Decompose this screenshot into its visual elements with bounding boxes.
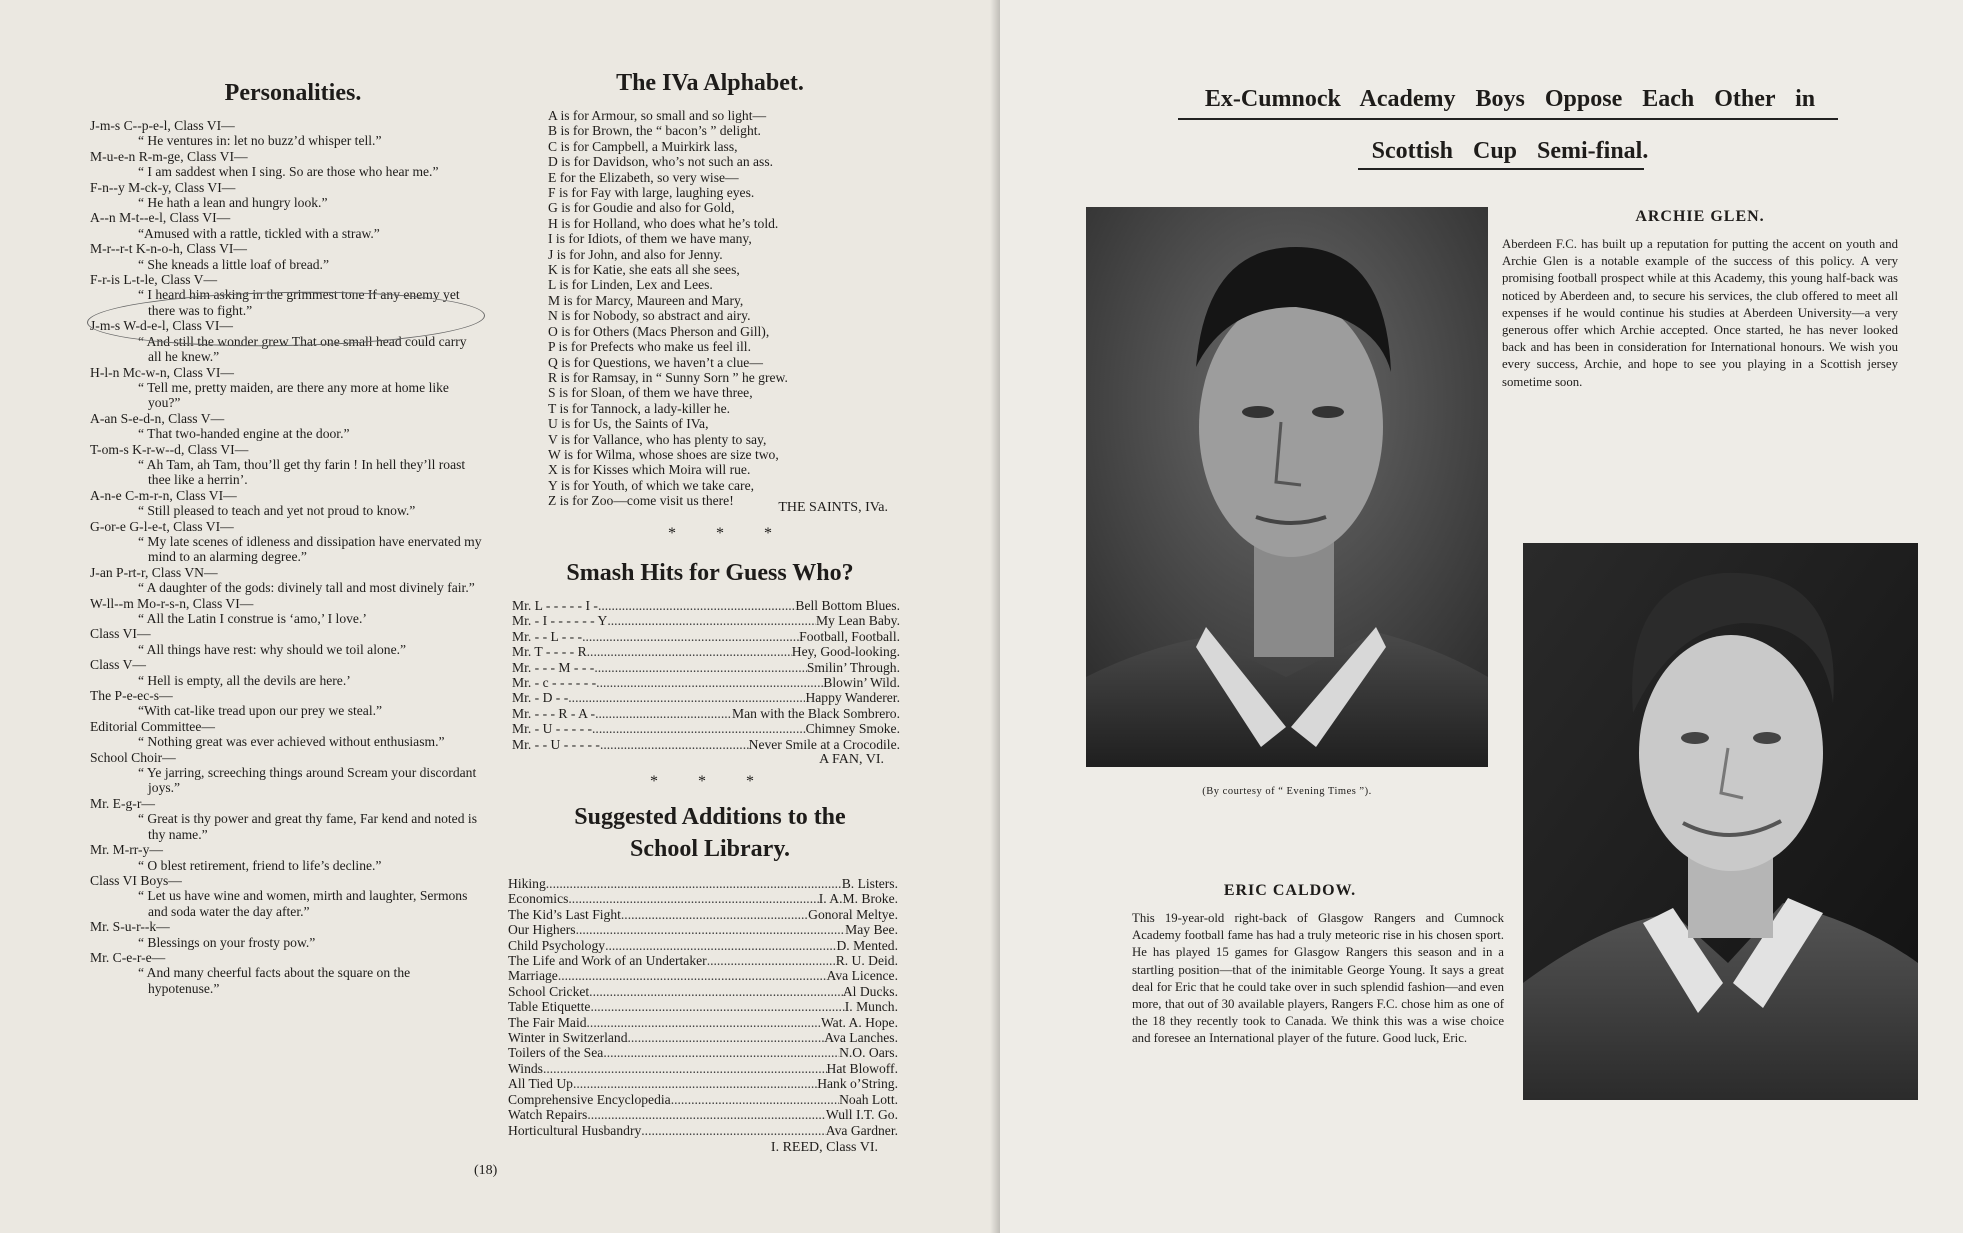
alphabet-list [548, 108, 910, 509]
library-book-row [508, 1076, 898, 1091]
smash-hit-person: Mr. T - - - - R [512, 644, 587, 660]
smash-hit-song: Smilin’ Through. [806, 659, 900, 675]
dot-leader [543, 1061, 827, 1076]
archie-glen-name: ARCHIE GLEN. [1635, 208, 1765, 225]
personality-name: Class VI Boys— [90, 872, 182, 888]
alphabet-line: F is for Fay with large, laughing eyes. [548, 185, 755, 201]
personality-name: The P-e-ec-s— [90, 688, 173, 704]
library-book-author: I. A.M. Broke. [818, 891, 898, 907]
library-book-row [508, 1107, 898, 1122]
smash-hit-person: Mr. - U - - - - - [512, 721, 593, 737]
personality-name: School Choir— [90, 749, 176, 765]
personality-entry [90, 950, 482, 996]
library-book-author: Ava Lanches. [824, 1030, 898, 1046]
title-underline-1 [1178, 118, 1838, 120]
library-book-row [508, 891, 898, 906]
smash-hit-song: Never Smile at a Crocodile. [748, 736, 900, 752]
library-book-title: The Kid’s Last Fight [508, 906, 621, 922]
smash-hit-row [512, 721, 900, 736]
dot-leader [592, 721, 806, 736]
personality-quote: “ My late scenes of idleness and dissipation have enervated my mind to an alarming degree.” [138, 533, 482, 565]
personality-entry [90, 519, 482, 565]
library-book-title: Watch Repairs [508, 1107, 588, 1123]
personality-quote: “ I am saddest when I sing. So are those who hear me.” [138, 164, 439, 180]
library-book-title: Winter in Switzerland [508, 1030, 628, 1046]
dot-leader [546, 876, 842, 891]
alphabet-line: O is for Others (Macs Pherson and Gill), [548, 323, 770, 339]
personality-quote: “ And still the wonder grew That one small head could carry all he knew.” [138, 333, 467, 365]
library-signature: I. REED, Class VI. [770, 1140, 878, 1155]
library-book-author: B. Listers. [841, 876, 898, 891]
personality-name: Mr. C-e-r-e— [90, 949, 166, 965]
dot-leader [582, 629, 799, 644]
personality-name: W-ll--m Mo-r-s-n, Class VI— [90, 595, 254, 611]
personality-entry [90, 796, 482, 842]
alphabet-line: Y is for Youth, of which we take care, [548, 477, 754, 493]
personality-entry [90, 565, 482, 596]
library-book-title: Marriage [508, 968, 558, 984]
dot-leader [589, 984, 843, 999]
page-number: (18) [474, 1163, 498, 1178]
smash-hit-row [512, 644, 900, 659]
personality-entry [90, 210, 482, 241]
library-book-title: School Cricket [508, 983, 590, 999]
library-book-author: D. Mented. [836, 937, 898, 953]
alphabet-line: W is for Wilma, whose shoes are size two, [548, 446, 779, 462]
library-book-row [508, 1092, 898, 1107]
library-book-title: All Tied Up [508, 1076, 573, 1092]
personality-entry [90, 365, 482, 411]
personality-name: G-or-e G-l-e-t, Class VI— [90, 518, 234, 534]
personality-name: M-r--r-t K-n-o-h, Class VI— [90, 241, 248, 257]
library-book-row [508, 1123, 898, 1138]
eric-caldow-bio: This 19-year-old right-back of Glasgow Rangers and Cumnock Academy football fame has had a truly meteoric rise in his chosen sport. He has played 15 games for Glasgow Rangers this season and in a startling position—that of the inimitable George Young. It says a great deal for Eric that he could take over in such splendid fashion—and even more, that out of 30 available players, Rangers F.C. chose him as one of the 18 they recently took to Canada. We think this was a wise choice and foresee an International player of the future. Good luck, Eric. [1132, 911, 1504, 1046]
personality-quote: “ Ah Tam, ah Tam, thou’ll get thy farin ! In hell they’ll roast thee like a herrin’. [138, 456, 466, 488]
stars-divider-1: * * * [668, 525, 790, 542]
personality-name: H-l-n Mc-w-n, Class VI— [90, 364, 234, 380]
library-book-title: Horticultural Husbandry [508, 1122, 642, 1138]
smash-hit-person: Mr. - D - - [512, 690, 569, 706]
personality-quote: “Amused with a rattle, tickled with a straw.” [138, 225, 380, 241]
library-book-title: The Fair Maid [508, 1014, 587, 1030]
personality-quote: “ He ventures in: let no buzz’d whisper tell.” [138, 133, 382, 149]
personality-entry [90, 596, 482, 627]
smash-hit-row [512, 660, 900, 675]
smash-hit-person: Mr. - I - - - - - - Y [512, 613, 608, 629]
personality-entry [90, 873, 482, 919]
dot-leader [587, 1107, 826, 1122]
alphabet-line: L is for Linden, Lex and Lees. [548, 277, 713, 293]
alphabet-line: Z is for Zoo—come visit us there! [548, 493, 734, 509]
alphabet-line: A is for Armour, so small and so light— [548, 108, 767, 123]
personality-name: A--n M-t--e-l, Class VI— [90, 210, 231, 226]
library-book-author: Gonoral Meltye. [808, 906, 898, 922]
smash-hit-song: Football, Football. [799, 628, 900, 644]
dot-leader [594, 660, 807, 675]
personality-name: J-m-s W-d-e-l, Class VI— [90, 318, 233, 334]
alphabet-line: R is for Ramsay, in “ Sunny Sorn ” he grew. [548, 369, 788, 385]
personality-entry [90, 919, 482, 950]
personality-entry [90, 750, 482, 796]
personality-name: Editorial Committee— [90, 718, 215, 734]
archie-photo-caption: (By courtesy of “ Evening Times ”). [1202, 786, 1372, 797]
personality-entry [90, 719, 482, 750]
personality-entry [90, 488, 482, 519]
personality-entry [90, 442, 482, 488]
alphabet-line: D is for Davidson, who’s not such an ass. [548, 154, 774, 170]
library-book-author: May Bee. [845, 922, 898, 938]
smash-hit-song: Man with the Black Sombrero. [731, 705, 900, 721]
alphabet-line: M is for Marcy, Maureen and Mary, [548, 292, 744, 308]
archie-glen-portrait-image [1086, 207, 1488, 767]
dot-leader [596, 675, 823, 690]
dot-leader [568, 690, 805, 705]
dot-leader [587, 1015, 821, 1030]
library-book-author: I. Munch. [844, 999, 898, 1015]
library-book-row [508, 1045, 898, 1060]
personality-entry [90, 626, 482, 657]
dot-leader [603, 1045, 839, 1060]
library-book-title: Economics [508, 891, 569, 907]
library-book-author: R. U. Deid. [835, 953, 898, 969]
dot-leader [558, 968, 827, 983]
personality-quote: “ I heard him asking in the grimmest tone If any enemy yet there was to fight.” [138, 287, 460, 318]
smash-hit-song: Happy Wanderer. [805, 690, 900, 706]
personality-name: J-an P-rt-r, Class VN— [90, 564, 218, 580]
library-book-row [508, 1061, 898, 1076]
alphabet-line: I is for Idiots, of them we have many, [548, 231, 752, 247]
smash-hit-person: Mr. - - - R - A - [512, 705, 596, 721]
personalities-list [90, 118, 482, 996]
smash-hit-song: Hey, Good-looking. [791, 644, 900, 660]
alphabet-line: N is for Nobody, so abstract and airy. [548, 308, 751, 324]
personality-entry [90, 241, 482, 272]
personality-quote: “ Still pleased to teach and yet not proud to know.” [138, 503, 416, 519]
library-book-author: Wat. A. Hope. [820, 1014, 898, 1030]
dot-leader [600, 737, 749, 752]
dot-leader [671, 1092, 839, 1107]
library-book-title: Hiking [508, 876, 546, 891]
dot-leader [641, 1123, 826, 1138]
library-book-row [508, 922, 898, 937]
smash-hit-row [512, 629, 900, 644]
library-book-author: Hat Blowoff. [826, 1060, 898, 1076]
personality-quote: “ Let us have wine and women, mirth and laughter, Sermons and soda water the day after.” [138, 888, 468, 919]
library-book-author: Al Ducks. [842, 983, 898, 999]
eric-caldow-name: ERIC CALDOW. [1223, 882, 1357, 899]
personality-entry [90, 149, 482, 180]
dot-leader [707, 953, 836, 968]
smash-hit-row [512, 613, 900, 628]
library-book-row [508, 984, 898, 999]
library-book-title: Winds [508, 1060, 543, 1076]
personality-name: Mr. E-g-r— [90, 795, 155, 811]
archie-glen-photo [1086, 207, 1488, 767]
alphabet-title: The IVa Alphabet. [616, 70, 804, 96]
library-book-row [508, 938, 898, 953]
library-book-row [508, 876, 898, 891]
library-book-row [508, 999, 898, 1014]
alphabet-line: U is for Us, the Saints of IVa, [548, 416, 709, 432]
personality-entry [90, 842, 482, 873]
dot-leader [598, 598, 795, 613]
personality-quote: “With cat-like tread upon our prey we steal.” [138, 703, 383, 719]
smash-hit-person: Mr. - c - - - - - - [512, 675, 597, 691]
smash-hit-song: Chimney Smoke. [805, 721, 900, 737]
smash-hit-person: Mr. - - - M - - - [512, 659, 595, 675]
library-book-row [508, 907, 898, 922]
personality-name: Class V— [90, 657, 147, 673]
smash-hits-list [512, 598, 900, 752]
personality-entry [90, 657, 482, 688]
library-book-author: N.O. Oars. [839, 1045, 898, 1061]
dot-leader [595, 706, 732, 721]
alphabet-line: G is for Goudie and also for Gold, [548, 200, 735, 216]
library-book-title: The Life and Work of an Undertaker [508, 953, 707, 969]
alphabet-line: H is for Holland, who does what he’s told. [548, 215, 779, 231]
smash-hit-person: Mr. - - U - - - - - [512, 736, 600, 752]
personality-name: T-om-s K-r-w--d, Class VI— [90, 441, 249, 457]
stars-divider-2: * * * [650, 773, 772, 790]
smash-hits-signature: A FAN, VI. [819, 752, 884, 767]
dot-leader [590, 999, 844, 1014]
personality-entry [90, 180, 482, 211]
alphabet-signature: THE SAINTS, IVa. [778, 500, 888, 515]
personality-name: A-n-e C-m-r-n, Class VI— [90, 487, 237, 503]
library-book-title: Comprehensive Encyclopedia [508, 1091, 671, 1107]
alphabet-line: T is for Tannock, a lady-killer he. [548, 400, 731, 416]
alphabet-line: K is for Katie, she eats all she sees, [548, 262, 740, 278]
dot-leader [628, 1030, 825, 1045]
library-book-title: Toilers of the Sea [508, 1045, 604, 1061]
smash-hit-person: Mr. - - L - - - [512, 628, 583, 644]
alphabet-line: C is for Campbell, a Muirkirk lass, [548, 138, 738, 154]
personality-name: A-an S-e-d-n, Class V— [90, 410, 225, 426]
personality-quote: “ Great is thy power and great thy fame, Far kend and noted is thy name.” [138, 811, 477, 842]
library-book-row [508, 1015, 898, 1030]
personality-name: F-n--y M-ck-y, Class VI— [90, 179, 236, 195]
personality-name: Mr. S-u-r--k— [90, 919, 170, 935]
alphabet-line: X is for Kisses which Moira will rue. [548, 462, 751, 478]
alphabet-line: P is for Prefects who make us feel ill. [548, 339, 751, 355]
library-title-line1: Suggested Additions to the [574, 804, 846, 830]
smash-hit-row [512, 737, 900, 752]
alphabet-line: E for the Elizabeth, so very wise— [548, 169, 739, 185]
personality-quote: “ Hell is empty, all the devils are here.’ [138, 672, 351, 688]
smash-hit-song: Bell Bottom Blues. [795, 598, 900, 613]
personality-quote: “ Blessings on your frosty pow.” [138, 934, 316, 950]
right-page [1000, 0, 1963, 1233]
alphabet-line: J is for John, and also for Jenny. [548, 246, 723, 262]
library-book-author: Wull I.T. Go. [825, 1107, 898, 1123]
dot-leader [587, 644, 792, 659]
eric-caldow-portrait-image [1523, 543, 1918, 1100]
title-underline-2 [1358, 168, 1644, 170]
alphabet-line: Q is for Questions, we haven’t a clue— [548, 354, 763, 370]
personality-quote: “ Tell me, pretty maiden, are there any more at home like you?” [138, 379, 449, 411]
alphabet-line: V is for Vallance, who has plenty to say, [548, 431, 767, 447]
smash-hits-title: Smash Hits for Guess Who? [566, 560, 854, 586]
article-title-line2: Scottish Cup Semi-final. [1371, 138, 1649, 164]
smash-hit-row [512, 675, 900, 690]
alphabet-line: B is for Brown, the “ bacon’s ” delight. [548, 123, 761, 139]
library-book-row [508, 968, 898, 983]
personality-quote: “ All the Latin I construe is ‘amo,’ I love.’ [138, 611, 367, 626]
personality-quote: “ A daughter of the gods: divinely tall and most divinely fair.” [138, 580, 475, 596]
personality-quote: “ Nothing great was ever achieved without enthusiasm.” [138, 734, 445, 750]
dot-leader [568, 891, 818, 906]
library-book-title: Table Etiquette [508, 999, 591, 1015]
library-book-title: Child Psychology [508, 937, 606, 953]
library-book-title: Our Highers [508, 922, 576, 938]
alphabet-line: S is for Sloan, of them we have three, [548, 385, 753, 401]
library-list [508, 876, 898, 1138]
library-book-author: Noah Lott. [839, 1091, 898, 1107]
smash-hit-song: Blowin’ Wild. [823, 675, 900, 691]
personality-quote: “ O blest retirement, friend to life’s decline.” [138, 857, 382, 873]
library-book-author: Ava Gardner. [825, 1122, 898, 1138]
library-title-line2: School Library. [629, 836, 791, 862]
personality-entry [90, 118, 482, 149]
library-book-author: Ava Licence. [826, 968, 898, 984]
article-title-line1: Ex-Cumnock Academy Boys Oppose Each Other in [1204, 86, 1816, 112]
smash-hit-row [512, 598, 900, 613]
personality-name: J-m-s C--p-e-l, Class VI— [90, 118, 235, 133]
smash-hit-song: My Lean Baby. [815, 613, 900, 629]
smash-hit-row [512, 706, 900, 721]
personality-entry [90, 688, 482, 719]
personality-quote: “ That two-handed engine at the door.” [138, 426, 350, 442]
library-book-row [508, 953, 898, 968]
dot-leader [621, 907, 808, 922]
smash-hit-person: Mr. L - - - - - I - [512, 598, 598, 613]
personality-name: Class VI— [90, 626, 151, 642]
library-book-row [508, 1030, 898, 1045]
personality-name: F-r-is L-t-le, Class V— [90, 272, 218, 288]
smash-hit-row [512, 690, 900, 705]
personality-quote: “ Ye jarring, screeching things around Scream your discordant joys.” [138, 765, 477, 796]
dot-leader [576, 922, 846, 937]
dot-leader [573, 1076, 817, 1091]
eric-caldow-photo [1523, 543, 1918, 1100]
personality-name: M-u-e-n R-m-ge, Class VI— [90, 148, 248, 164]
personality-quote: “ All things have rest: why should we toil alone.” [138, 641, 407, 657]
personality-quote: “ She kneads a little loaf of bread.” [138, 256, 329, 272]
personalities-title: Personalities. [224, 80, 362, 106]
personality-name: Mr. M-rr-y— [90, 842, 163, 858]
personality-quote: “ And many cheerful facts about the square on the hypotenuse.” [138, 965, 411, 996]
personality-entry [90, 411, 482, 442]
library-book-author: Hank o’String. [817, 1076, 898, 1092]
personality-quote: “ He hath a lean and hungry look.” [138, 195, 328, 211]
dot-leader [605, 938, 836, 953]
dot-leader [607, 613, 816, 628]
archie-glen-bio: Aberdeen F.C. has built up a reputation for putting the accent on youth and Archie Glen is a notable example of the success of this policy. A very promising football prospect while at this Academy, this young half-back was noticed by Aberdeen and, to secure his services, the club offered to meet all expenses if he would continue his studies at Aberdeen University—a very generous offer which Archie accepted. Once started, he has never looked back and has been in consideration for International honours. We wish you every success, Archie, and hope to see you playing in a Scottish jersey sometime soon. [1502, 237, 1898, 389]
